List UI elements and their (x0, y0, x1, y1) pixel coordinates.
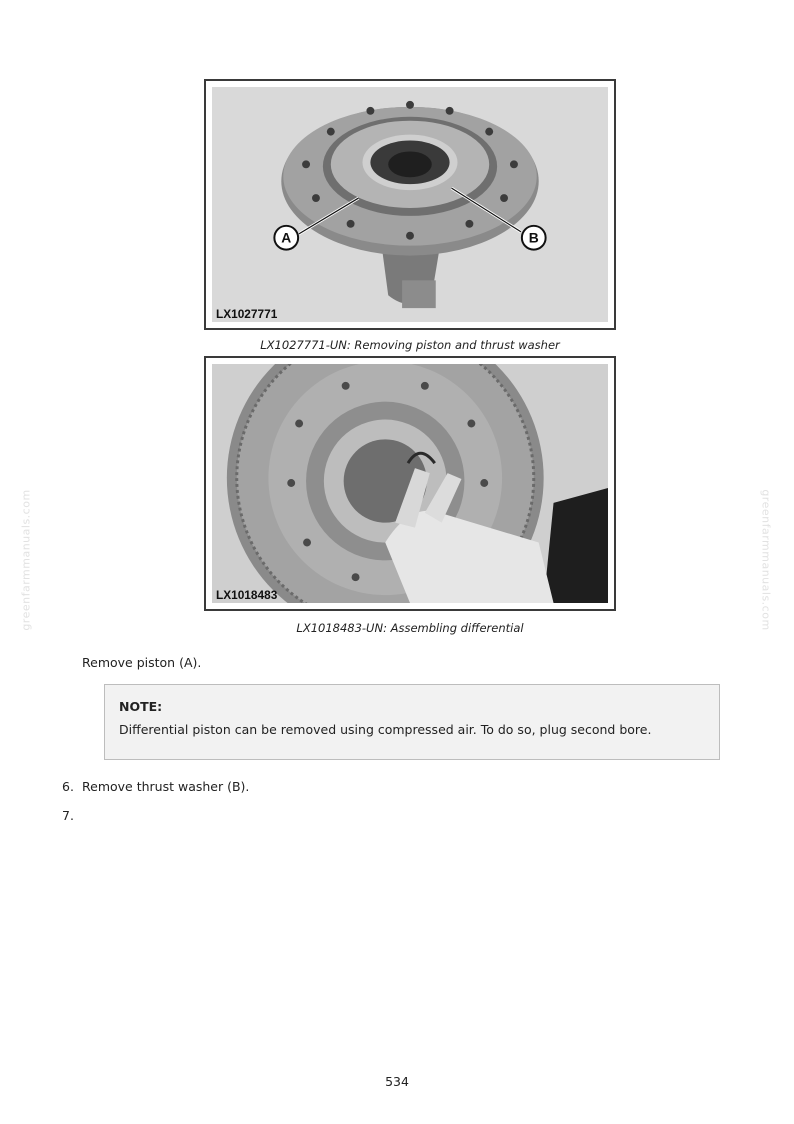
callout-a (274, 226, 298, 250)
callout-b (522, 226, 546, 250)
figure-caption: LX1018483-UN: Assembling differential (296, 621, 524, 635)
watermark-right: greenfarmmanuals.com (759, 489, 773, 631)
figure-code: LX1018483 (215, 588, 278, 603)
differential-housing-photo (212, 87, 608, 322)
step-text: Remove piston (A). (82, 655, 202, 670)
step-number: 6. (62, 779, 74, 794)
figure-caption: LX1027771-UN: Removing piston and thrust washer (260, 338, 560, 352)
step-text: Remove thrust washer (B). (82, 779, 250, 794)
step-number: 7. (62, 808, 74, 823)
svg-text:A: A (281, 229, 292, 246)
figure-piston-thrust-washer (204, 79, 616, 330)
note-text: Differential piston can be removed using compressed air. To do so, plug second bore. (119, 722, 652, 737)
svg-text:B: B (528, 229, 539, 246)
page-number: 534 (385, 1074, 409, 1089)
figure-assembling-differential (204, 356, 616, 611)
differential-assembly-photo (212, 364, 608, 603)
figure-code: LX1027771 (215, 307, 278, 322)
note-title: NOTE: (119, 699, 163, 714)
watermark-left: greenfarmmanuals.com (19, 489, 33, 631)
note-box (104, 684, 720, 760)
